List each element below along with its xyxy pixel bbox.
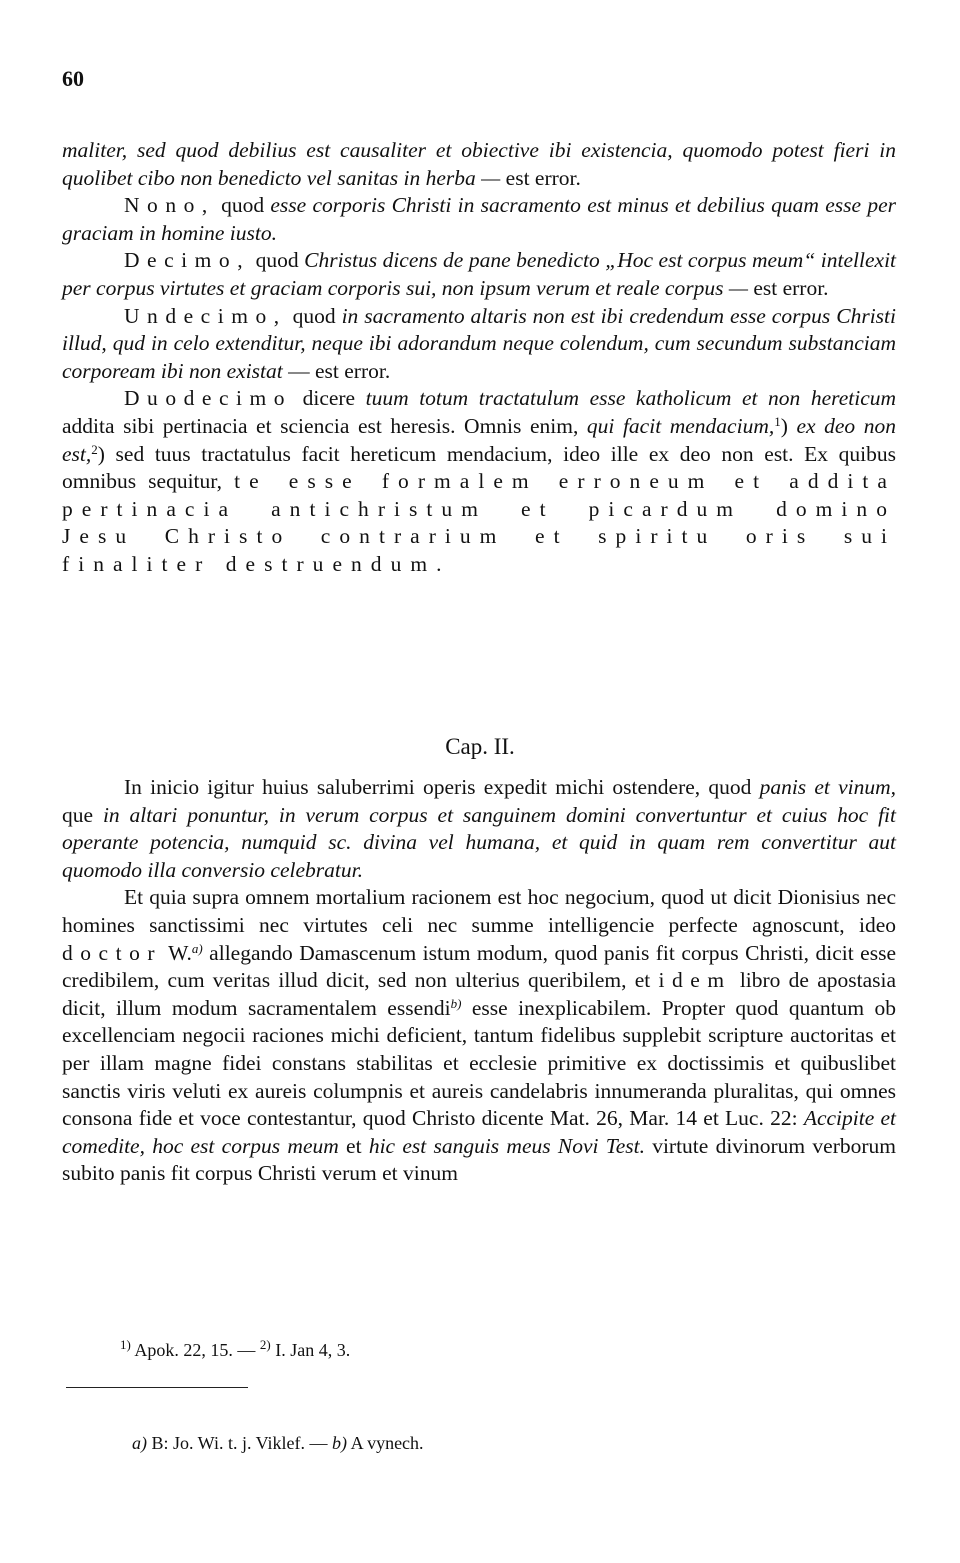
italic-text: sed quod debilius est causaliter et obiective ibi existencia, quomodo potest fieri in quolibet cibo non benedicto vel sanitas in herba — — [62, 138, 897, 190]
paragraph — [62, 303, 896, 386]
footnote-text: I. Jan 4, 3. — [275, 1340, 351, 1360]
spaced-lead: Duodecimo — [124, 386, 293, 411]
text: — est error. — [288, 358, 391, 383]
text: W. — [168, 940, 192, 965]
paragraph — [62, 774, 896, 884]
footnote-mark: 2) — [259, 1336, 271, 1352]
footnote-mark: 1) — [120, 1336, 131, 1352]
footnote-divider — [66, 1387, 248, 1388]
text: que — [62, 802, 94, 827]
apparatus-text: A vynech. — [350, 1433, 424, 1453]
chapter-heading: Cap. II. — [445, 734, 515, 759]
italic-text: Christus dicens de pane benedicto „Hoc est corpus meum“ intellexit per corpus virtutes et graciam corporis sui, non ipsum verum et reale corpus — — [62, 248, 897, 300]
italic-text: in altari ponuntur, in verum corpus et sanguinem domini convertuntur et cuius hoc fit operante potencia, numquid sc. divina vel humana, et quid in quam rem convertitur aut quomodo illa conversio celebratur. — [62, 802, 896, 882]
critical-apparatus — [132, 1433, 424, 1454]
italic-text: in sacramento altaris non est ibi credendum esse corpus Christi illud, qud in celo extenditur, neque ibi adorandum neque colendum, cum secundum substanciam corpoream ibi non existat — [62, 303, 896, 383]
text: quod — [221, 193, 265, 218]
apparatus-mark: b) — [332, 1433, 348, 1453]
footnote-ref: 1 — [774, 413, 781, 429]
italic-text: ex deo non est, — [62, 413, 896, 466]
text: esse inexplicabilem. Propter quod quantum ob excellenciam negocii raciones michi deficient, tantum fidelibus supplebit scripture auctoritas et per illam magne fidei constans stabilitas et ecclesie primitive ex doctissimis et quibuslibet sanctis viris veluti ex aureis columpnis et aureis candelabris innumeranda pluralitas, qui omnes consona fide et voce contestantur, quod Christo dicente Mat. 26, Mar. 14 et Luc. 22: — [62, 995, 897, 1131]
apparatus-mark: a) — [132, 1433, 147, 1453]
error-list-text — [62, 137, 896, 579]
text: In inicio igitur huius saluberrimi operis expedit michi ostendere, quod — [124, 775, 752, 799]
text: libro de apostasia dicit, illum modum sacramentalem essendi — [62, 968, 897, 1020]
text: addita sibi pertinacia et sciencia est heresis. Omnis enim, — [62, 413, 579, 438]
italic-text: qui facit mendacium, — [586, 413, 775, 438]
spaced-text: idem — [658, 968, 732, 993]
text: est error. — [505, 165, 581, 190]
footnotes — [120, 1336, 351, 1361]
paragraph — [62, 137, 896, 192]
text: sed tuus tractatulus facit hereticum mendacium, ideo ille ex deo non est. Ex quibus omnibus sequitur, — [62, 441, 896, 494]
text: est error. — [753, 275, 829, 300]
apparatus-ref: a) — [191, 940, 203, 956]
italic-text: Accipite et comedite, hoc est corpus meum — [62, 1106, 897, 1158]
text: virtute divinorum verborum subito panis fit corpus Christi verum et vinum — [62, 1133, 896, 1186]
apparatus-text: B: Jo. Wi. t. j. Viklef. — — [151, 1433, 328, 1453]
chapter-text — [62, 774, 896, 1188]
footnote-text: Apok. 22, 15. — — [134, 1340, 256, 1360]
text: allegando Damascenum istum modum, quod panis fit corpus Christi, dicit esse credibilem, cum veritas illud dicit, sed non ulterius queribilem, et — [62, 940, 896, 993]
italic-text: hic est sanguis meus Novi Test. — [368, 1133, 645, 1158]
spaced-lead: Nono, — [124, 193, 215, 218]
text: quod — [255, 248, 299, 273]
italic-text: panis et vinum, — [759, 775, 897, 799]
text: et — [346, 1133, 362, 1158]
spaced-lead: Undecimo, — [124, 303, 287, 328]
text: Et quia supra omnem mortalium racionem est hoc negocium, quod ut dicit Dionisius nec homines sanctissimi nec virtutes celi nec summe intelligencie perfecte agnoscunt, ideo — [62, 885, 896, 937]
italic-text: tuum totum tractatulum esse katholicum et non hereticum — [365, 386, 897, 411]
paragraph — [62, 884, 896, 1188]
paragraph: Duodecimo dicere tuum totum tractatulum esse katholicum et non hereticum addita sibi pertinacia et sciencia est heresis. Omnis enim, qui facit mendacium,$^1$) ex deo non est,$^2$) sed tuus tractatulus facit hereticum mendacium, ideo ille ex deo non est. Ex quibus omnibus sequitur, te esse formalem erroneum et addita pertinacia antichristum et picardum domino Jesu Christo contrarium et spiritu oris sui finaliter destruendum. — [62, 386, 897, 576]
italic-text: esse corporis Christi in sacramento est minus et debilius quam esse per graciam in homine iusto. — [62, 193, 896, 245]
text: quod — [292, 303, 336, 328]
italic-text: maliter, — [62, 138, 128, 162]
footnote-ref: 2 — [91, 441, 98, 457]
paragraph — [62, 192, 896, 247]
spaced-lead: Decimo, — [124, 248, 251, 273]
spaced-text: te esse formalem erroneum et addita pertinacia antichristum et picardum domino Jesu Christo contrarium et spiritu oris sui finaliter destruendum. — [62, 469, 896, 576]
apparatus-ref: b) — [450, 995, 462, 1011]
spaced-text: doctor — [62, 940, 163, 965]
page-number: 60 — [62, 66, 84, 91]
text: dicere — [302, 386, 356, 411]
paragraph — [62, 247, 896, 302]
